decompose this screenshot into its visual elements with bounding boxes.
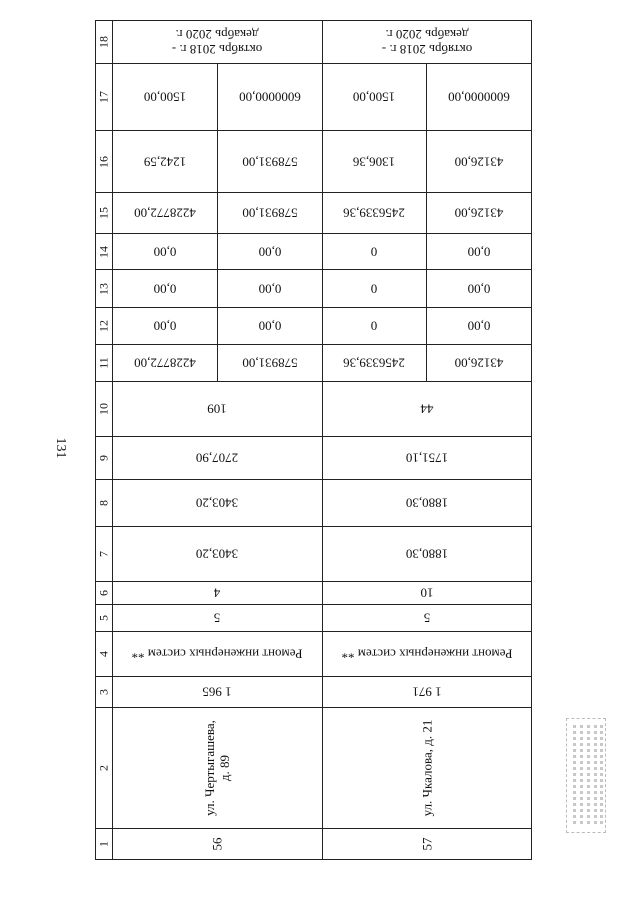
row-57-c12-a: 0 [322, 308, 427, 345]
column-number-6: 6 [96, 582, 113, 605]
row-56-c16-a: 1242,59 [113, 131, 218, 193]
row-56-c10: 109 [113, 382, 323, 437]
row-56-work-type: Ремонт инженерных систем ** [113, 632, 323, 677]
row-57-c10: 44 [322, 382, 532, 437]
row-57-address: ул. Чкалова, д. 21 [322, 708, 532, 829]
row-56-number: 56 [113, 829, 323, 860]
row-57-c14-b: 0,00 [427, 234, 532, 270]
column-number-5: 5 [96, 605, 113, 632]
row-56-c16-b: 578931,00 [217, 131, 322, 193]
row-56-address: ул. Чертыгашева, д. 89 [113, 708, 323, 829]
row-56-c17-b: 6000000,00 [217, 64, 322, 131]
row-56-c12-a: 0,00 [113, 308, 218, 345]
row-56-c8: 3403,20 [113, 480, 323, 527]
row-57-c17-b: 6000000,00 [427, 64, 532, 131]
row-57-c15-a: 2456339,36 [322, 193, 427, 234]
row-56-c15-a: 4228772,00 [113, 193, 218, 234]
row-56-c11-a: 4228772,00 [113, 345, 218, 382]
column-number-14: 14 [96, 234, 113, 270]
row-57-c8: 1880,30 [322, 480, 532, 527]
row-57-c16-a: 1306,36 [322, 131, 427, 193]
column-number-10: 10 [96, 382, 113, 437]
row-56-c14-b: 0,00 [217, 234, 322, 270]
column-number-18: 18 [96, 21, 113, 64]
column-number-3: 3 [96, 677, 113, 708]
column-number-12: 12 [96, 308, 113, 345]
row-57-c7: 1880,30 [322, 527, 532, 582]
row-56-c13-a: 0,00 [113, 270, 218, 308]
column-number-7: 7 [96, 527, 113, 582]
row-57-c5: 5 [322, 605, 532, 632]
column-number-17: 17 [96, 64, 113, 131]
row-57-year: 1 971 [322, 677, 532, 708]
row-56-c7: 3403,20 [113, 527, 323, 582]
row-57-work-type: Ремонт инженерных систем ** [322, 632, 532, 677]
row-57-c16-b: 43126,00 [427, 131, 532, 193]
row-57-c17-a: 1500,00 [322, 64, 427, 131]
row-57-c12-b: 0,00 [427, 308, 532, 345]
row-57-c13-b: 0,00 [427, 270, 532, 308]
row-57-c15-b: 43126,00 [427, 193, 532, 234]
row-57-c13-a: 0 [322, 270, 427, 308]
row-56-c13-b: 0,00 [217, 270, 322, 308]
row-56-c11-b: 578931,00 [217, 345, 322, 382]
row-56-year: 1 965 [113, 677, 323, 708]
column-number-2: 2 [96, 708, 113, 829]
row-56-c15-b: 578931,00 [217, 193, 322, 234]
row-56-c17-a: 1500,00 [113, 64, 218, 131]
stamp-mark [566, 718, 606, 833]
row-57-number: 57 [322, 829, 532, 860]
row-56-c6: 4 [113, 582, 323, 605]
row-57-period: октябрь 2018 г. - декабрь 2020 г. [322, 21, 532, 64]
row-56-c14-a: 0,00 [113, 234, 218, 270]
column-number-9: 9 [96, 437, 113, 480]
column-number-1: 1 [96, 829, 113, 860]
column-number-8: 8 [96, 480, 113, 527]
row-56-c9: 2707,90 [113, 437, 323, 480]
data-table [95, 20, 532, 860]
column-number-15: 15 [96, 193, 113, 234]
column-number-13: 13 [96, 270, 113, 308]
row-57-c14-a: 0 [322, 234, 427, 270]
row-56-c12-b: 0,00 [217, 308, 322, 345]
row-57-c11-b: 43126,00 [427, 345, 532, 382]
row-57-c6: 10 [322, 582, 532, 605]
column-number-4: 4 [96, 632, 113, 677]
row-56-period: октябрь 2018 г. - декабрь 2020 г. [113, 21, 323, 64]
column-number-11: 11 [96, 345, 113, 382]
page-number: 131 [53, 437, 68, 459]
row-57-c11-a: 2456339,36 [322, 345, 427, 382]
column-number-16: 16 [96, 131, 113, 193]
row-56-c5: 5 [113, 605, 323, 632]
row-57-c9: 1751,10 [322, 437, 532, 480]
